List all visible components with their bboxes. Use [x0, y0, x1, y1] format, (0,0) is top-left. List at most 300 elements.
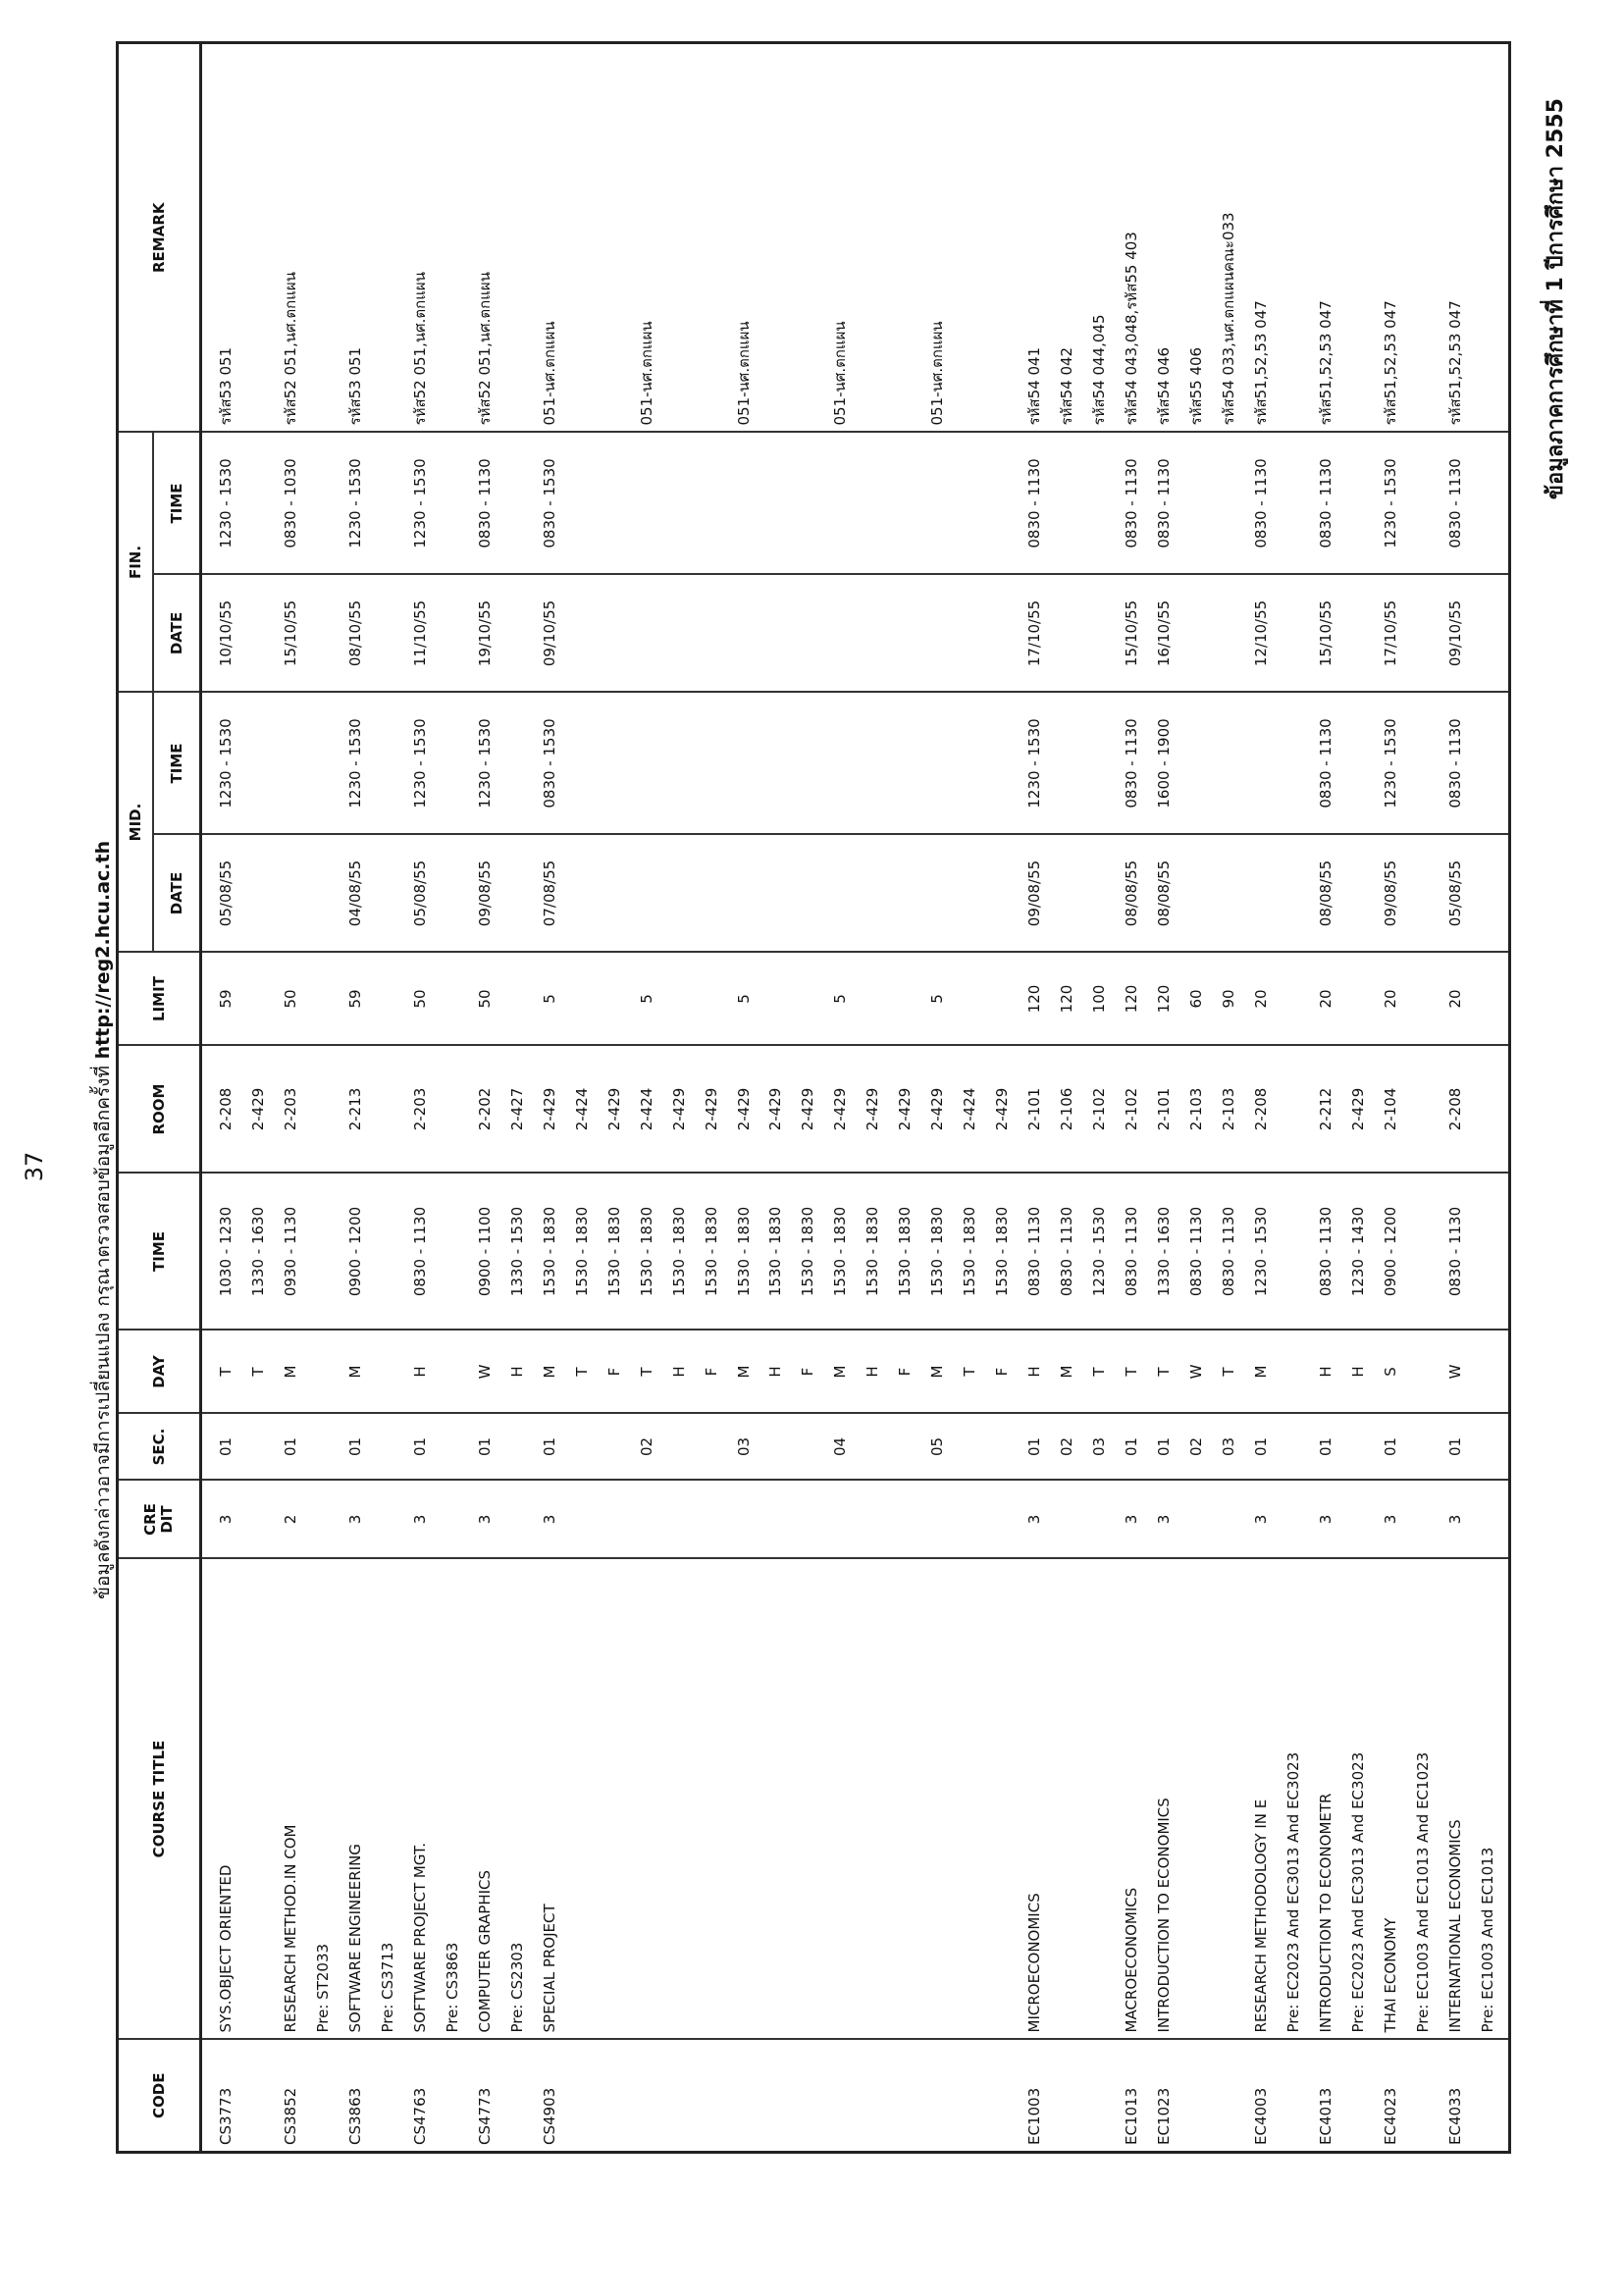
cell-time: 0830 - 1130: [1314, 1174, 1346, 1331]
table-row: [602, 42, 635, 2152]
cell-time: 1530 - 1830: [925, 1174, 958, 1331]
course-title: Pre: EC1003 And EC1013: [1476, 1559, 1508, 2040]
cell-sec: [246, 1414, 279, 1481]
course-code: CS3863: [343, 2040, 376, 2153]
cell-day: F: [700, 1331, 732, 1414]
cell-fin-date: [700, 574, 732, 692]
course-credit: [700, 1481, 732, 1559]
cell-mid-date: 05/08/55: [1443, 835, 1476, 953]
cell-mid-time: [1249, 692, 1282, 834]
cell-fin-date: [861, 574, 893, 692]
cell-mid-time: 1230 - 1530: [343, 692, 376, 834]
cell-fin-time: [893, 432, 925, 574]
cell-mid-date: [602, 835, 635, 953]
table-row: [861, 42, 893, 2152]
cell-fin-time: [1055, 432, 1087, 574]
cell-fin-date: [570, 574, 602, 692]
cell-time: 1530 - 1830: [570, 1174, 602, 1331]
cell-mid-time: [1184, 692, 1217, 834]
cell-room: 2-429: [667, 1046, 700, 1174]
cell-fin-date: [1217, 574, 1249, 692]
cell-mid-date: [311, 835, 343, 953]
cell-room: 2-429: [990, 1046, 1022, 1174]
cell-fin-time: [1411, 432, 1443, 574]
cell-mid-time: 0830 - 1130: [1120, 692, 1152, 834]
course-code: [635, 2040, 667, 2153]
cell-mid-time: [602, 692, 635, 834]
cell-time: 1530 - 1830: [700, 1174, 732, 1331]
cell-fin-time: [246, 432, 279, 574]
cell-fin-date: [763, 574, 796, 692]
cell-day: M: [1055, 1331, 1087, 1414]
course-credit: [570, 1481, 602, 1559]
cell-mid-time: [279, 692, 311, 834]
table-row: [958, 42, 990, 2152]
course-credit: [1346, 1481, 1379, 1559]
cell-mid-date: [828, 835, 861, 953]
course-credit: [1476, 1481, 1508, 1559]
table-row: [635, 42, 667, 2152]
cell-sec: 01: [1379, 1414, 1411, 1481]
course-credit: 3: [1249, 1481, 1282, 1559]
cell-fin-date: [925, 574, 958, 692]
cell-remark: 051-นศ.ตกแผน: [538, 42, 570, 432]
cell-fin-date: 15/10/55: [279, 574, 311, 692]
cell-fin-time: [1346, 432, 1379, 574]
cell-day: H: [763, 1331, 796, 1414]
table-row: [893, 42, 925, 2152]
cell-remark: [246, 42, 279, 432]
cell-fin-date: [1055, 574, 1087, 692]
course-code: [1217, 2040, 1249, 2153]
cell-fin-date: [441, 574, 473, 692]
course-title: [1184, 1559, 1217, 2040]
course-code: [667, 2040, 700, 2153]
cell-limit: 60: [1184, 953, 1217, 1046]
header-mid-date: DATE: [153, 835, 201, 953]
table-row: [828, 42, 861, 2152]
cell-limit: [796, 953, 828, 1046]
cell-time: 1530 - 1830: [667, 1174, 700, 1331]
course-title: [570, 1559, 602, 2040]
cell-day: M: [732, 1331, 764, 1414]
cell-mid-time: [861, 692, 893, 834]
table-row: [1087, 42, 1120, 2152]
course-code: [311, 2040, 343, 2153]
cell-day: T: [1217, 1331, 1249, 1414]
course-code: EC4003: [1249, 2040, 1282, 2153]
cell-mid-date: [796, 835, 828, 953]
cell-mid-date: 08/08/55: [1120, 835, 1152, 953]
cell-time: 0830 - 1130: [1022, 1174, 1055, 1331]
course-credit: [602, 1481, 635, 1559]
cell-mid-time: [700, 692, 732, 834]
cell-mid-date: [441, 835, 473, 953]
cell-fin-date: [990, 574, 1022, 692]
course-title: SOFTWARE ENGINEERING: [343, 1559, 376, 2040]
course-title: [925, 1559, 958, 2040]
course-credit: [925, 1481, 958, 1559]
cell-mid-date: [1217, 835, 1249, 953]
course-title: SPECIAL PROJECT: [538, 1559, 570, 2040]
table-row: [441, 42, 473, 2152]
cell-sec: 01: [1314, 1414, 1346, 1481]
cell-mid-time: [958, 692, 990, 834]
cell-room: 2-429: [796, 1046, 828, 1174]
cell-fin-time: [861, 432, 893, 574]
header-fin: FIN.: [118, 432, 154, 692]
spacer-row: [201, 42, 215, 2152]
cell-fin-date: 12/10/55: [1249, 574, 1282, 692]
header-credit-2: DIT: [158, 1505, 176, 1534]
table-row: [538, 42, 570, 2152]
course-credit: [1087, 1481, 1120, 1559]
cell-remark: [990, 42, 1022, 432]
cell-sec: [861, 1414, 893, 1481]
course-credit: 3: [1152, 1481, 1184, 1559]
course-credit: [1055, 1481, 1087, 1559]
cell-mid-date: [1055, 835, 1087, 953]
cell-fin-date: [958, 574, 990, 692]
cell-mid-time: [1055, 692, 1087, 834]
cell-remark: [893, 42, 925, 432]
cell-mid-date: [958, 835, 990, 953]
cell-day: [376, 1331, 408, 1414]
cell-fin-time: 0830 - 1130: [1120, 432, 1152, 574]
cell-limit: 5: [732, 953, 764, 1046]
cell-remark: รหัส51,52,53 047: [1379, 42, 1411, 432]
cell-fin-date: [1184, 574, 1217, 692]
cell-day: W: [1184, 1331, 1217, 1414]
cell-limit: 5: [538, 953, 570, 1046]
cell-mid-date: 09/08/55: [473, 835, 505, 953]
cell-sec: 03: [1217, 1414, 1249, 1481]
cell-fin-date: [246, 574, 279, 692]
cell-day: W: [473, 1331, 505, 1414]
cell-remark: รหัส51,52,53 047: [1249, 42, 1282, 432]
cell-room: 2-424: [570, 1046, 602, 1174]
cell-time: [1282, 1174, 1314, 1331]
cell-remark: [796, 42, 828, 432]
cell-mid-time: [893, 692, 925, 834]
cell-day: H: [505, 1331, 538, 1414]
cell-room: 2-427: [505, 1046, 538, 1174]
table-row: [1055, 42, 1087, 2152]
course-rows: [201, 42, 1509, 2152]
cell-mid-date: [861, 835, 893, 953]
cell-time: 0900 - 1200: [1379, 1174, 1411, 1331]
cell-room: [311, 1046, 343, 1174]
cell-room: 2-429: [861, 1046, 893, 1174]
course-code: EC4013: [1314, 2040, 1346, 2153]
cell-room: 2-429: [828, 1046, 861, 1174]
course-title: Pre: CS3863: [441, 1559, 473, 2040]
cell-fin-date: [1087, 574, 1120, 692]
cell-fin-time: [828, 432, 861, 574]
cell-fin-time: [311, 432, 343, 574]
course-credit: [893, 1481, 925, 1559]
course-code: [505, 2040, 538, 2153]
cell-fin-time: 0830 - 1130: [1314, 432, 1346, 574]
header-mid: MID.: [118, 692, 154, 952]
cell-remark: รหัส54 046: [1152, 42, 1184, 432]
cell-room: 2-429: [893, 1046, 925, 1174]
cell-remark: [311, 42, 343, 432]
cell-day: [1411, 1331, 1443, 1414]
cell-day: M: [1249, 1331, 1282, 1414]
cell-sec: 04: [828, 1414, 861, 1481]
cell-limit: 90: [1217, 953, 1249, 1046]
cell-limit: [700, 953, 732, 1046]
cell-remark: รหัส52 051,นศ.ตกแผน: [279, 42, 311, 432]
cell-remark: [602, 42, 635, 432]
cell-mid-time: [1346, 692, 1379, 834]
cell-fin-time: 0830 - 1130: [1249, 432, 1282, 574]
header-sec: SEC.: [118, 1414, 201, 1481]
cell-time: 1530 - 1830: [990, 1174, 1022, 1331]
cell-limit: 50: [473, 953, 505, 1046]
course-code: EC1013: [1120, 2040, 1152, 2153]
cell-remark: รหัส54 041: [1022, 42, 1055, 432]
course-code: [376, 2040, 408, 2153]
course-credit: [376, 1481, 408, 1559]
course-code: [763, 2040, 796, 2153]
cell-fin-time: [796, 432, 828, 574]
cell-limit: [311, 953, 343, 1046]
course-code: [796, 2040, 828, 2153]
cell-fin-time: [635, 432, 667, 574]
cell-remark: [505, 42, 538, 432]
cell-remark: 051-นศ.ตกแผน: [925, 42, 958, 432]
cell-sec: [1282, 1414, 1314, 1481]
table-row: [246, 42, 279, 2152]
course-code: [570, 2040, 602, 2153]
header-limit: LIMIT: [118, 953, 201, 1046]
course-code: CS4773: [473, 2040, 505, 2153]
cell-mid-time: [1217, 692, 1249, 834]
cell-limit: 120: [1022, 953, 1055, 1046]
course-title: [1055, 1559, 1087, 2040]
cell-mid-date: [246, 835, 279, 953]
cell-time: 1530 - 1830: [732, 1174, 764, 1331]
cell-remark: รหัส55 406: [1184, 42, 1217, 432]
cell-fin-date: [1476, 574, 1508, 692]
cell-limit: 120: [1055, 953, 1087, 1046]
cell-mid-time: [990, 692, 1022, 834]
cell-remark: [763, 42, 796, 432]
cell-limit: 120: [1120, 953, 1152, 1046]
course-schedule-table: [116, 41, 1511, 2154]
cell-fin-time: [667, 432, 700, 574]
cell-fin-time: [1087, 432, 1120, 574]
course-code: [1087, 2040, 1120, 2153]
table-row: [763, 42, 796, 2152]
cell-fin-date: 08/10/55: [343, 574, 376, 692]
cell-mid-time: 1230 - 1530: [473, 692, 505, 834]
table-row: [1411, 42, 1443, 2152]
cell-mid-time: [1476, 692, 1508, 834]
cell-day: F: [893, 1331, 925, 1414]
cell-sec: [990, 1414, 1022, 1481]
cell-mid-date: [570, 835, 602, 953]
cell-day: [311, 1331, 343, 1414]
cell-sec: 01: [1022, 1414, 1055, 1481]
cell-time: [376, 1174, 408, 1331]
cell-mid-time: [441, 692, 473, 834]
cell-mid-time: [376, 692, 408, 834]
course-code: [893, 2040, 925, 2153]
cell-time: 1030 - 1230: [214, 1174, 246, 1331]
cell-limit: 50: [279, 953, 311, 1046]
course-credit: 3: [538, 1481, 570, 1559]
table-row: [570, 42, 602, 2152]
course-code: [861, 2040, 893, 2153]
cell-limit: [570, 953, 602, 1046]
course-title: [796, 1559, 828, 2040]
cell-sec: [1411, 1414, 1443, 1481]
cell-time: 1530 - 1830: [602, 1174, 635, 1331]
cell-mid-date: 08/08/55: [1314, 835, 1346, 953]
course-title: [602, 1559, 635, 2040]
cell-sec: 01: [473, 1414, 505, 1481]
cell-limit: [1476, 953, 1508, 1046]
cell-mid-date: 05/08/55: [408, 835, 441, 953]
cell-limit: 20: [1443, 953, 1476, 1046]
header-day: DAY: [118, 1331, 201, 1414]
table-row: [376, 42, 408, 2152]
header-fin-date: DATE: [153, 574, 201, 692]
cell-remark: [700, 42, 732, 432]
cell-mid-time: [796, 692, 828, 834]
cell-day: T: [635, 1331, 667, 1414]
course-code: [1184, 2040, 1217, 2153]
cell-fin-time: [1476, 432, 1508, 574]
cell-remark: [958, 42, 990, 432]
course-title: [763, 1559, 796, 2040]
course-credit: [990, 1481, 1022, 1559]
cell-remark: [1346, 42, 1379, 432]
cell-fin-time: [570, 432, 602, 574]
course-title: INTERNATIONAL ECONOMICS: [1443, 1559, 1476, 2040]
cell-fin-date: 09/10/55: [1443, 574, 1476, 692]
course-credit: [732, 1481, 764, 1559]
course-title: Pre: ST2033: [311, 1559, 343, 2040]
table-row: [732, 42, 764, 2152]
cell-limit: 5: [635, 953, 667, 1046]
cell-limit: 59: [343, 953, 376, 1046]
course-code: EC4023: [1379, 2040, 1411, 2153]
cell-remark: รหัส54 044,045: [1087, 42, 1120, 432]
course-title: [700, 1559, 732, 2040]
cell-fin-time: [441, 432, 473, 574]
cell-time: 0900 - 1100: [473, 1174, 505, 1331]
cell-mid-date: [1184, 835, 1217, 953]
cell-room: 2-101: [1022, 1046, 1055, 1174]
table-row: [700, 42, 732, 2152]
cell-mid-date: [1411, 835, 1443, 953]
cell-fin-date: 11/10/55: [408, 574, 441, 692]
course-code: [925, 2040, 958, 2153]
header-credit-1: CRE: [141, 1503, 159, 1536]
cell-time: 1530 - 1830: [763, 1174, 796, 1331]
cell-remark: รหัส54 033,นศ.ตกแผนคณะ033: [1217, 42, 1249, 432]
cell-fin-date: 15/10/55: [1120, 574, 1152, 692]
course-title: RESEARCH METHODOLOGY IN E: [1249, 1559, 1282, 2040]
cell-sec: 01: [1152, 1414, 1184, 1481]
cell-remark: [441, 42, 473, 432]
cell-room: 2-208: [214, 1046, 246, 1174]
cell-fin-date: 09/10/55: [538, 574, 570, 692]
cell-room: 2-429: [925, 1046, 958, 1174]
cell-sec: [958, 1414, 990, 1481]
cell-limit: [990, 953, 1022, 1046]
cell-mid-time: 1230 - 1530: [1022, 692, 1055, 834]
cell-remark: รหัส54 043,048,รหัส55 403: [1120, 42, 1152, 432]
cell-mid-date: [667, 835, 700, 953]
cell-mid-time: 1230 - 1530: [214, 692, 246, 834]
cell-sec: 03: [1087, 1414, 1120, 1481]
course-title: [990, 1559, 1022, 2040]
cell-room: 2-429: [1346, 1046, 1379, 1174]
cell-time: 0830 - 1130: [408, 1174, 441, 1331]
course-title: [1217, 1559, 1249, 2040]
cell-mid-time: 1230 - 1530: [1379, 692, 1411, 834]
course-credit: [667, 1481, 700, 1559]
cell-room: [1476, 1046, 1508, 1174]
course-code: [1055, 2040, 1087, 2153]
cell-remark: [861, 42, 893, 432]
header-code: CODE: [118, 2040, 201, 2153]
cell-limit: [667, 953, 700, 1046]
cell-mid-date: [990, 835, 1022, 953]
cell-time: 1530 - 1830: [828, 1174, 861, 1331]
course-title: COMPUTER GRAPHICS: [473, 1559, 505, 2040]
course-credit: 3: [343, 1481, 376, 1559]
cell-day: H: [1314, 1331, 1346, 1414]
cell-fin-time: 1230 - 1530: [214, 432, 246, 574]
cell-time: 1530 - 1830: [796, 1174, 828, 1331]
cell-sec: 02: [1184, 1414, 1217, 1481]
cell-day: H: [408, 1331, 441, 1414]
course-title: [893, 1559, 925, 2040]
course-credit: [1282, 1481, 1314, 1559]
cell-sec: 01: [1120, 1414, 1152, 1481]
table-row: [1443, 42, 1476, 2152]
cell-time: [1411, 1174, 1443, 1331]
cell-day: T: [246, 1331, 279, 1414]
cell-fin-date: 15/10/55: [1314, 574, 1346, 692]
cell-fin-date: [667, 574, 700, 692]
cell-fin-date: [828, 574, 861, 692]
cell-mid-time: [763, 692, 796, 834]
cell-mid-time: [925, 692, 958, 834]
cell-remark: รหัส51,52,53 047: [1443, 42, 1476, 432]
cell-remark: รหัส54 042: [1055, 42, 1087, 432]
cell-mid-time: [505, 692, 538, 834]
cell-time: 1330 - 1630: [246, 1174, 279, 1331]
header-remark: REMARK: [118, 42, 201, 432]
header-fin-time: TIME: [153, 432, 201, 574]
cell-fin-time: 1230 - 1530: [408, 432, 441, 574]
cell-sec: [602, 1414, 635, 1481]
cell-fin-date: 16/10/55: [1152, 574, 1184, 692]
cell-mid-date: [700, 835, 732, 953]
cell-mid-time: [828, 692, 861, 834]
cell-room: 2-101: [1152, 1046, 1184, 1174]
cell-mid-date: [376, 835, 408, 953]
cell-fin-date: 17/10/55: [1379, 574, 1411, 692]
table-row: [279, 42, 311, 2152]
